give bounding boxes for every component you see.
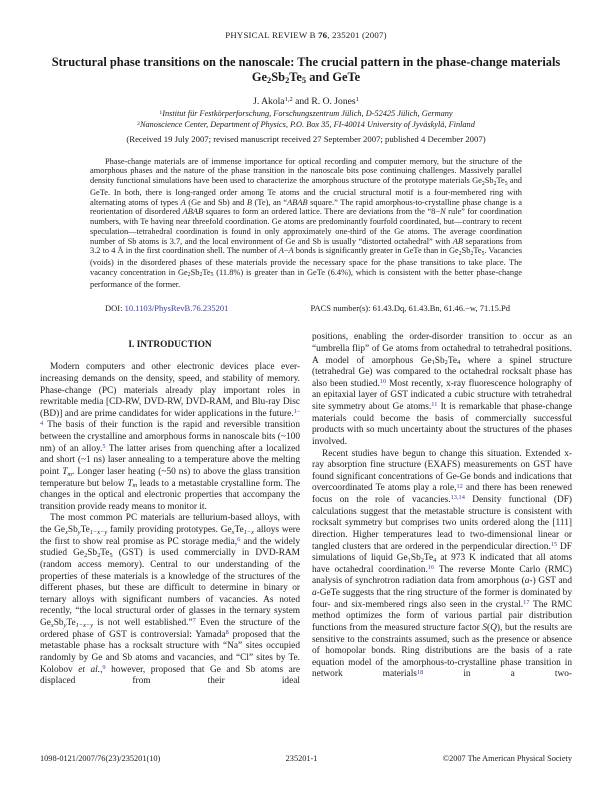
- doi-label: DOI:: [105, 303, 125, 314]
- affiliation-2: $^2$Nanoscience Center, Department of Physics, P.O. Box 35, FI-40014 University of Jyväskylä, Finland: [137, 120, 475, 130]
- doi-link[interactable]: 10.1103/PhysRevB.76.235201: [124, 303, 229, 314]
- paper-title: [40, 55, 572, 85]
- doi-pacs-row: [90, 303, 522, 313]
- doi-line: [105, 303, 228, 313]
- journal-header: PHYSICAL REVIEW B 76, 235201 (2007): [225, 30, 387, 40]
- copyright-notice: ©2007 The American Physical Society: [442, 754, 572, 763]
- authors-line: J. Akola$^{1,2}$ and R. O. Jones$^1$: [253, 96, 359, 108]
- abstract: Phase-change materials are of immense importance for optical recording and computer memory, but the structure of the amorphous phases and the nature of the phase transition in the nanoscale bits pose continuing challenges. Massively parallel density functional simulations have been used to characterize the amorphous structure of the prototype materials $Ge_2Sb_2Te_5$ and GeTe. In both, there is long-ranged order among Te atoms and the crucial structural motif is a four-membered ring with alternating atoms of types A (Ge and Sb) and B (Te), an “ABAB square.” The rapid amorphous-to-crystalline phase change is a reorientation of disordered ABAB squares to form an ordered lattice. There are deviations from the “8−N rule” for coordination numbers, with Te having near threefold coordination. Ge atoms are predominantly fourfold coordinated, but—contrary to recent speculation—tetrahedral coordination is found in only approximately one-third of the Ge atoms. The average coordination number of Sb atoms is 3.7, and the local environment of Ge and Sb is usually “distorted octahedral” with AB separations from 3.2 to 4 Å in the first coordination shell. The number of A−A bonds is significantly greater in GeTe than in $Ge_2Sb_2Te_5$. Vacancies (voids) in the disordered phases of these materials provide the necessary space for the phase transitions to take place. The vacancy concentration in $Ge_2Sb_2Te_5$ (11.8%) is greater than in GeTe (6.4%), which is consistent with the better phase-change performance of the former.: [90, 156, 523, 289]
- paragraph-intro-2-continuation: positions, enabling the order-disorder transition to occur as an “umbrella flip” of Ge atoms from octahedral to tetrahedral positions. A model of amorphous $Ge_1Sb_2Te_4$ where a spinel structure (tetrahedral Ge) was compared to the octahedral rocksalt phase has also been studied.$^{10}$ Most recently, x-ray fluorescence holography of an epitaxial layer of GST indicated a cubic structure with tetrahedral site symmetry about Ge atoms.$^{11}$ It is remarkable that phase-change materials could become the basis of commercially successful products with so much uncertainty about the structures of the phases involved.: [312, 332, 573, 447]
- section-heading-introduction: I. INTRODUCTION: [128, 340, 212, 351]
- page-number: 235201-1: [285, 754, 318, 763]
- left-column: [40, 332, 300, 688]
- paper-title-line-2: $Ge_2Sb_2Te_5$ and GeTe: [251, 69, 361, 85]
- body-columns: [40, 332, 572, 688]
- issn-code: 1098-0121/2007/76(23)/235201(10): [40, 754, 161, 763]
- page-footer: [40, 754, 572, 763]
- paper-title-line-1: Structural phase transitions on the nanoscale: The crucial pattern in the phase-change materials: [51, 55, 561, 69]
- paragraph-intro-1: Modern computers and other electronic devices place ever-increasing demands on the density, speed, and stability of memory. Phase-change (PC) materials already play important roles in rewritable media [CD-RW, DVD-RW, DVD-RAM, and Blu-ray Disc (BD)] and are prime candidates for wider applications in the future.$^{1-4}$ The basis of their function is the rapid and reversible transition between the crystalline and amorphous forms in nanoscale bits (~100 nm) of an alloy.$^5$ The latter arises from quenching after a localized and short (~1 ns) laser annealing to a temperature above the melting point $T_m$. Longer laser heating (~50 ns) to above the glass transition temperature but below $T_m$ leads to a metastable crystalline form. The changes in the optical and electronic properties that accompany the transition provide ready means to monitor it.: [40, 362, 300, 512]
- right-column: [312, 332, 572, 688]
- affiliation-1: $^1$Institut für Festkörperforschung, Forschungszentrum Jülich, D-52425 Jülich, Germany: [159, 109, 453, 119]
- received-dates: (Received 19 July 2007; revised manuscript received 27 September 2007; published 4 December 2007): [126, 133, 486, 144]
- affiliations: [40, 109, 572, 131]
- paragraph-intro-2: The most common PC materials are tellurium-based alloys, with the $Ge_xSb_yTe_{1-x-y}$ family providing prototypes. $Ge_xTe_{1-x}$ alloys were the first to show real promise as PC storage media,$^6$ and the widely studied $Ge_2Sb_2Te_5$ (GST) is used commercially in DVD-RAM (random access memory). Central to our understanding of the properties of these materials is a knowledge of the structures of the different phases, but these are difficult to determine in binary or ternary alloys with significant numbers of vacancies. As noted recently, “the local structural order of glasses in the ternary system $Ge_xSb_yTe_{1-x-y}$ is not well established.”$^7$ Even the structure of the ordered phase of GST is controversial: Yamada$^8$ proposed that the metastable phase has a rocksalt structure with “Na” sites occupied randomly by Ge and Sb atoms and vacancies, and “Cl” sites by Te. Kolobov et al.,$^9$ however, proposed that Ge and Sb atoms are displaced from their ideal: [40, 513, 301, 687]
- pacs-line: PACS number(s): 61.43.Dq, 61.43.Bn, 61.46.−w, 71.15.Pd: [310, 303, 510, 314]
- paragraph-intro-3: Recent studies have begun to change this situation. Extended x-ray absorption fine structure (EXAFS) measurements on GST have found significant concentrations of Ge-Ge bonds and indications that overcoordinated Te atoms play a role,$^{12}$ and there has been renewed focus on the role of vacancies.$^{13,14}$ Density functional (DF) calculations suggest that the metastable structure is consistent with rocksalt symmetry but comprises two units ordered along the [111] direction. Higher temperatures lead to two-dimensional linear or tangled clusters that are ordered in the perpendicular direction.$^{15}$ DF simulations of liquid $Ge_1Sb_2Te_4$ at 973 K indicated that all atoms have octahedral coordination.$^{16}$ The reverse Monte Carlo (RMC) analysis of synchrotron radiation data from amorphous (a-) GST and a-GeTe suggests that the ring structure of the former is dominated by four- and six-membered rings also seen in the crystal.$^{17}$ The RMC method optimizes the form of various partial pair distribution functions from the measured structure factor S(Q), but the results are sensitive to the constraints assumed, such as the presence or absence of homopolar bonds. Ring distributions are the basis of a rate equation model of the amorphous-to-crystalline phase transition in network materials$^{18}$ in a two-: [312, 448, 573, 680]
